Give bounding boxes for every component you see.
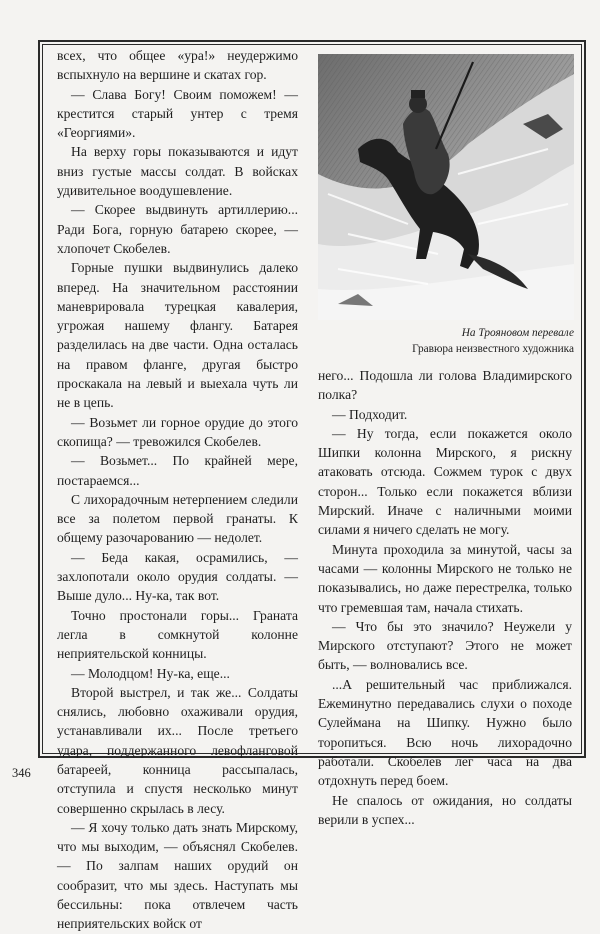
paragraph: На верху горы показываются и идут вниз густые массы солдат. В войсках удивительное воодушевление. xyxy=(57,144,298,199)
figure-credit: Гравюра неизвестного художника xyxy=(412,343,574,355)
paragraph: — Ну тогда, если покажется около Шипки колонна Мирского, я рискну атаковать отсюда. Сожмем турок с двух сторон... Только если покажется вблизи Мирский. Иначе с наличными моими силами я ничего сделать не могу. xyxy=(318,425,572,538)
left-text-column xyxy=(57,46,298,934)
paragraph: — Скорее выдвинуть артиллерию... Ради Бога, горную батарею скорее, — хлопочет Скобелев. xyxy=(57,202,298,256)
page-number: 346 xyxy=(12,766,31,780)
paragraph: ...А решительный час приближался. Ежеминутно передавались слухи о походе Сулеймана на Шипку. Нужно было торопиться. Всю ночь лихорадочно работали. Скобелев лег часа на два отдохнуть перед боем. xyxy=(318,676,572,789)
paragraph: — Что бы это значило? Неужели у Мирского отступают? Этого не может быть, — волновались все. xyxy=(318,618,572,673)
paragraph: Второй выстрел, и так же... Солдаты снялись, любовно охаживали орудия, устанавливали их... После третьего удара, поддержанного левофланговой батареей, конница рассыпалась, отступила и спустя несколько минут совершенно скрылась в лесу. xyxy=(57,684,298,816)
paragraph: С лихорадочным нетерпением следили все за полетом первой гранаты. К общему разочарованию — недолет. xyxy=(57,491,298,546)
paragraph: — Молодцом! Ну-ка, еще... xyxy=(71,665,230,681)
paragraph: Горные пушки выдвинулись далеко вперед. На значительном расстоянии маневрировала турецкая кавалерия, угрожая нашему флангу. Батарея разделилась на две части. Одна осталась на правом фланге, другая быстро проскакала на левый и выехала чуть ли не в цепь. xyxy=(57,260,298,411)
paragraph: — Возьмет ли горное орудие до этого скопища? — тревожился Скобелев. xyxy=(57,414,298,449)
paragraph: Минута проходила за минутой, часы за часами — колонны Мирского не только не показывались, но даже перестрелка, только что гремевшая там, начала стихать. xyxy=(318,541,572,615)
paragraph: него... Подошла ли голова Владимирского полка? xyxy=(318,368,572,403)
figure-title: На Трояновом перевале xyxy=(461,327,574,339)
paragraph: всех, что общее «ура!» неудержимо вспыхнуло на вершине и скатах гор. xyxy=(57,48,298,83)
rider-on-mountain-pass-drawing xyxy=(318,54,574,320)
right-text-column xyxy=(318,366,572,829)
paragraph: — Слава Богу! Своим поможем! — крестится старый унтер с тремя «Георгиями». xyxy=(57,86,298,141)
paragraph: — Возьмет... По крайней мере, постараемся... xyxy=(57,453,298,488)
paragraph: Точно простонали горы... Граната легла в сомкнутой колонне неприятельской конницы. xyxy=(57,607,298,662)
engraving-illustration xyxy=(318,54,574,320)
paragraph: — Я хочу только дать знать Мирскому, что мы выходим, — объяснял Скобелев. — По залпам наших орудий он сообразит, что мы здесь. Наступать мы бессильны: пока отвлечем часть неприятельских войск от xyxy=(57,819,298,932)
paragraph: — Беда какая, осрамились, — захлопотали около орудия солдаты. — Выше дуло... Ну-ка, так вот. xyxy=(57,549,298,604)
paragraph: — Подходит. xyxy=(332,406,408,422)
paragraph: Не спалось от ожидания, но солдаты верили в успех... xyxy=(318,792,572,827)
figure-caption xyxy=(318,325,574,357)
